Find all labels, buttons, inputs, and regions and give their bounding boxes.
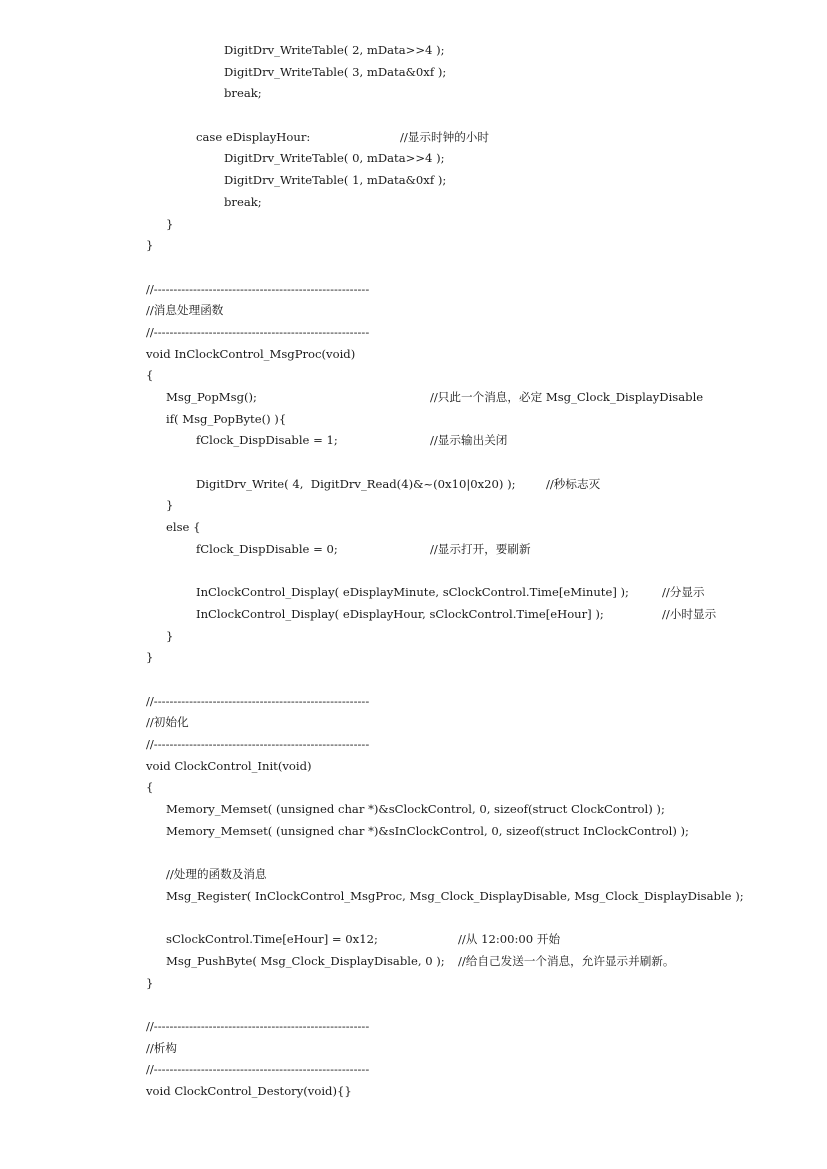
inline-comment: //从 12:00:00 开始 (458, 932, 561, 947)
code-text: DigitDrv_Write( 4, DigitDrv_Read(4)&~(0x10|0x20) ); (196, 476, 516, 491)
code-line (0, 495, 827, 517)
inline-comment: //显示输出关闭 (430, 433, 508, 448)
code-text: Msg_Register( InClockControl_MsgProc, Msg_Clock_DisplayDisable, Msg_Clock_DisplayDisable ); (166, 888, 744, 903)
code-text: void ClockControl_Destory(void){} (146, 1084, 352, 1098)
code-line (0, 973, 827, 995)
blank-line (0, 257, 827, 279)
code-text: //------------------------------------------------------- (146, 737, 370, 751)
code-text: Msg_PushByte( Msg_Clock_DisplayDisable, 0 ); (166, 953, 445, 968)
code-text: Msg_PopMsg(); (166, 390, 257, 404)
code-text: InClockControl_Display( eDisplayMinute, sClockControl.Time[eMinute] ); (196, 585, 629, 600)
blank-line (0, 842, 827, 864)
code-text: } (166, 628, 174, 643)
code-line (0, 192, 827, 214)
code-line (0, 929, 827, 951)
code-line (0, 1016, 827, 1038)
code-line (0, 864, 827, 886)
code-text: //------------------------------------------------------- (146, 693, 370, 708)
code-line (0, 691, 827, 713)
code-line (0, 430, 827, 452)
code-text: //析构 (146, 1040, 177, 1055)
blank-line (0, 561, 827, 583)
code-line (0, 517, 827, 539)
code-line (0, 951, 827, 973)
code-text: void InClockControl_MsgProc(void) (146, 346, 356, 361)
inline-comment: //显示打开，要刷新 (430, 541, 531, 556)
code-line (0, 148, 827, 170)
code-text: //消息处理函数 (146, 303, 224, 318)
code-line (0, 40, 827, 62)
code-text: else { (166, 520, 201, 535)
code-line (0, 83, 827, 105)
code-line (0, 626, 827, 648)
code-text: DigitDrv_WriteTable( 1, mData&0xf ); (224, 173, 447, 188)
code-line (0, 387, 827, 409)
code-line (0, 474, 827, 496)
code-text: } (166, 216, 174, 231)
code-line (0, 235, 827, 257)
inline-comment: //给自己发送一个消息，允许显示并刷新。 (458, 953, 675, 968)
blank-line (0, 994, 827, 1016)
code-text: } (146, 975, 154, 990)
code-text: //------------------------------------------------------- (146, 281, 370, 296)
code-line (0, 777, 827, 799)
code-text: DigitDrv_WriteTable( 0, mData>>4 ); (224, 151, 445, 166)
inline-comment: //只此一个消息，必定 Msg_Clock_DisplayDisable (430, 390, 704, 404)
inline-comment: //小时显示 (662, 606, 717, 621)
code-text: fClock_DispDisable = 0; (196, 541, 338, 556)
code-line (0, 647, 827, 669)
code-text: InClockControl_Display( eDisplayHour, sClockControl.Time[eHour] ); (196, 606, 604, 621)
code-text: Memory_Memset( (unsigned char *)&sInClockControl, 0, sizeof(struct InClockControl) ); (166, 823, 689, 838)
code-line (0, 582, 827, 604)
code-text: if( Msg_PopByte() ){ (166, 411, 287, 426)
inline-comment: //秒标志灭 (546, 476, 601, 491)
code-text: } (166, 498, 174, 513)
code-line (0, 300, 827, 322)
code-text: //------------------------------------------------------- (146, 1018, 370, 1033)
code-text: { (146, 368, 154, 383)
code-text: void ClockControl_Init(void) (146, 758, 312, 773)
code-text: } (146, 650, 154, 665)
code-line (0, 734, 827, 756)
code-listing (0, 40, 827, 1103)
code-line (0, 344, 827, 366)
code-text: fClock_DispDisable = 1; (196, 433, 338, 448)
code-text: //------------------------------------------------------- (146, 324, 370, 339)
code-text: break; (224, 86, 262, 101)
code-text: //------------------------------------------------------- (146, 1062, 370, 1077)
code-text: { (146, 780, 154, 795)
code-text: break; (224, 194, 262, 209)
inline-comment: //分显示 (662, 585, 705, 600)
code-line (0, 214, 827, 236)
code-text: DigitDrv_WriteTable( 2, mData>>4 ); (224, 43, 445, 57)
code-text: sClockControl.Time[eHour] = 0x12; (166, 932, 378, 947)
code-line (0, 170, 827, 192)
code-line (0, 365, 827, 387)
code-line (0, 127, 827, 149)
blank-line (0, 105, 827, 127)
code-text: DigitDrv_WriteTable( 3, mData&0xf ); (224, 64, 447, 79)
code-text: Memory_Memset( (unsigned char *)&sClockControl, 0, sizeof(struct ClockControl) ); (166, 802, 665, 817)
code-text: //处理的函数及消息 (166, 867, 267, 882)
code-line (0, 539, 827, 561)
code-line (0, 886, 827, 908)
code-line (0, 1081, 827, 1103)
inline-comment: //显示时钟的小时 (400, 129, 489, 144)
code-line (0, 279, 827, 301)
code-line (0, 712, 827, 734)
code-line (0, 62, 827, 84)
code-line (0, 756, 827, 778)
code-text: //初始化 (146, 715, 189, 730)
blank-line (0, 452, 827, 474)
blank-line (0, 908, 827, 930)
code-line (0, 1059, 827, 1081)
code-line (0, 604, 827, 626)
code-line (0, 409, 827, 431)
blank-line (0, 669, 827, 691)
code-text: } (146, 238, 154, 253)
code-line (0, 1038, 827, 1060)
code-line (0, 799, 827, 821)
code-text: case eDisplayHour: (196, 129, 311, 144)
code-line (0, 322, 827, 344)
code-line (0, 821, 827, 843)
